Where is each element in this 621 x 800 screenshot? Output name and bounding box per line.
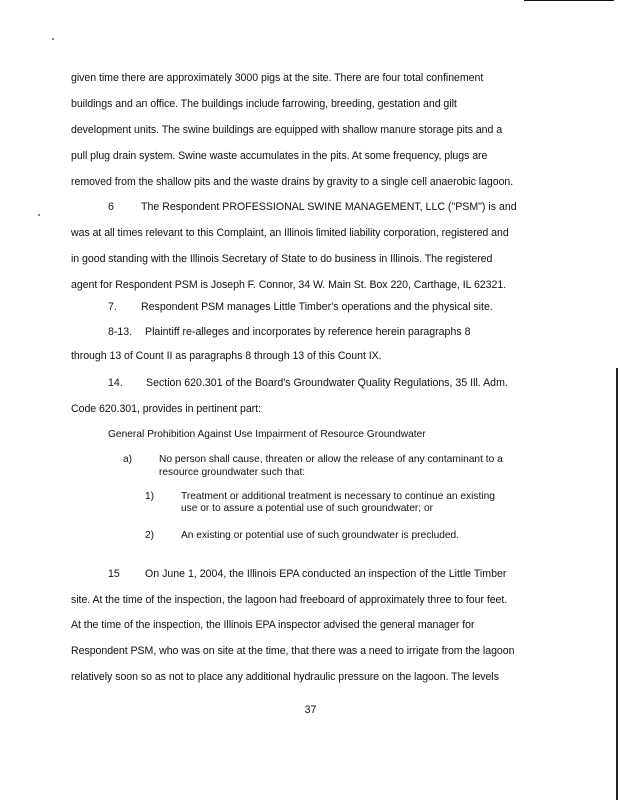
paragraph-number: 14. (108, 377, 123, 389)
body-line: removed from the shallow pits and the waste drains by gravity to a single cell anaerobic lagoon. (71, 176, 514, 188)
quote-subitem-text: An existing or potential use of such groundwater is precluded. (181, 530, 460, 541)
scan-speck (38, 214, 40, 216)
body-line: agent for Respondent PSM is Joseph F. Connor, 34 W. Main St. Box 220, Carthage, IL 62321. (71, 279, 507, 291)
quote-subitem-label: 1) (145, 491, 155, 502)
body-line: pull plug drain system. Swine waste accumulates in the pits. At some frequency, plugs are (71, 150, 488, 162)
paragraph-text: Respondent PSM manages Little Timber's operations and the physical site. (141, 301, 493, 313)
paragraph-number: 7. (108, 301, 117, 313)
quote-item-label: a) (123, 454, 133, 465)
quote-item-text: No person shall cause, threaten or allow the release of any contaminant to a (159, 454, 503, 465)
paragraph-text: Plaintiff re-alleges and incorporates by reference herein paragraphs 8 (145, 326, 471, 338)
paragraph-text: On June 1, 2004, the Illinois EPA conducted an inspection of the Little Timber (145, 568, 507, 580)
body-line: At the time of the inspection, the Illinois EPA inspector advised the general manager for (71, 619, 475, 631)
body-line: Code 620.301, provides in pertinent part: (71, 403, 261, 415)
paragraph-number: 8-13. (108, 326, 133, 338)
scan-edge-bar (616, 368, 618, 800)
quote-item-text: resource groundwater such that: (159, 467, 306, 478)
body-line: through 13 of Count II as paragraphs 8 through 13 of this Count IX. (71, 350, 382, 362)
body-line: was at all times relevant to this Complaint, an Illinois limited liability corporation, registered and (71, 227, 509, 239)
body-line: relatively soon so as not to place any additional hydraulic pressure on the lagoon. The levels (71, 671, 499, 683)
quote-heading: General Prohibition Against Use Impairment of Resource Groundwater (108, 429, 426, 440)
paragraph-text: Section 620.301 of the Board's Groundwater Quality Regulations, 35 Ill. Adm. (146, 377, 508, 389)
paragraph-number: 6 (108, 201, 114, 213)
paragraph-text: The Respondent PROFESSIONAL SWINE MANAGEMENT, LLC ("PSM") is and (141, 201, 517, 213)
quote-subitem-text: use or to assure a potential use of such groundwater; or (181, 503, 434, 514)
page-number: 37 (304, 704, 317, 716)
body-line: Respondent PSM, who was on site at the time, that there was a need to irrigate from the lagoon (71, 645, 515, 657)
scan-speck (52, 38, 54, 40)
body-line: buildings and an office. The buildings include farrowing, breeding, gestation and gilt (71, 98, 457, 110)
top-rule (524, 0, 614, 1)
body-line: development units. The swine buildings are equipped with shallow manure storage pits and a (71, 124, 503, 136)
body-line: in good standing with the Illinois Secretary of State to do business in Illinois. The registered (71, 253, 493, 265)
body-line: site. At the time of the inspection, the lagoon had freeboard of approximately three to four feet. (71, 594, 508, 606)
quote-subitem-text: Treatment or additional treatment is necessary to continue an existing (181, 491, 495, 502)
body-line: given time there are approximately 3000 pigs at the site. There are four total confinement (71, 72, 484, 84)
quote-subitem-label: 2) (145, 530, 155, 541)
paragraph-number: 15 (108, 568, 120, 580)
